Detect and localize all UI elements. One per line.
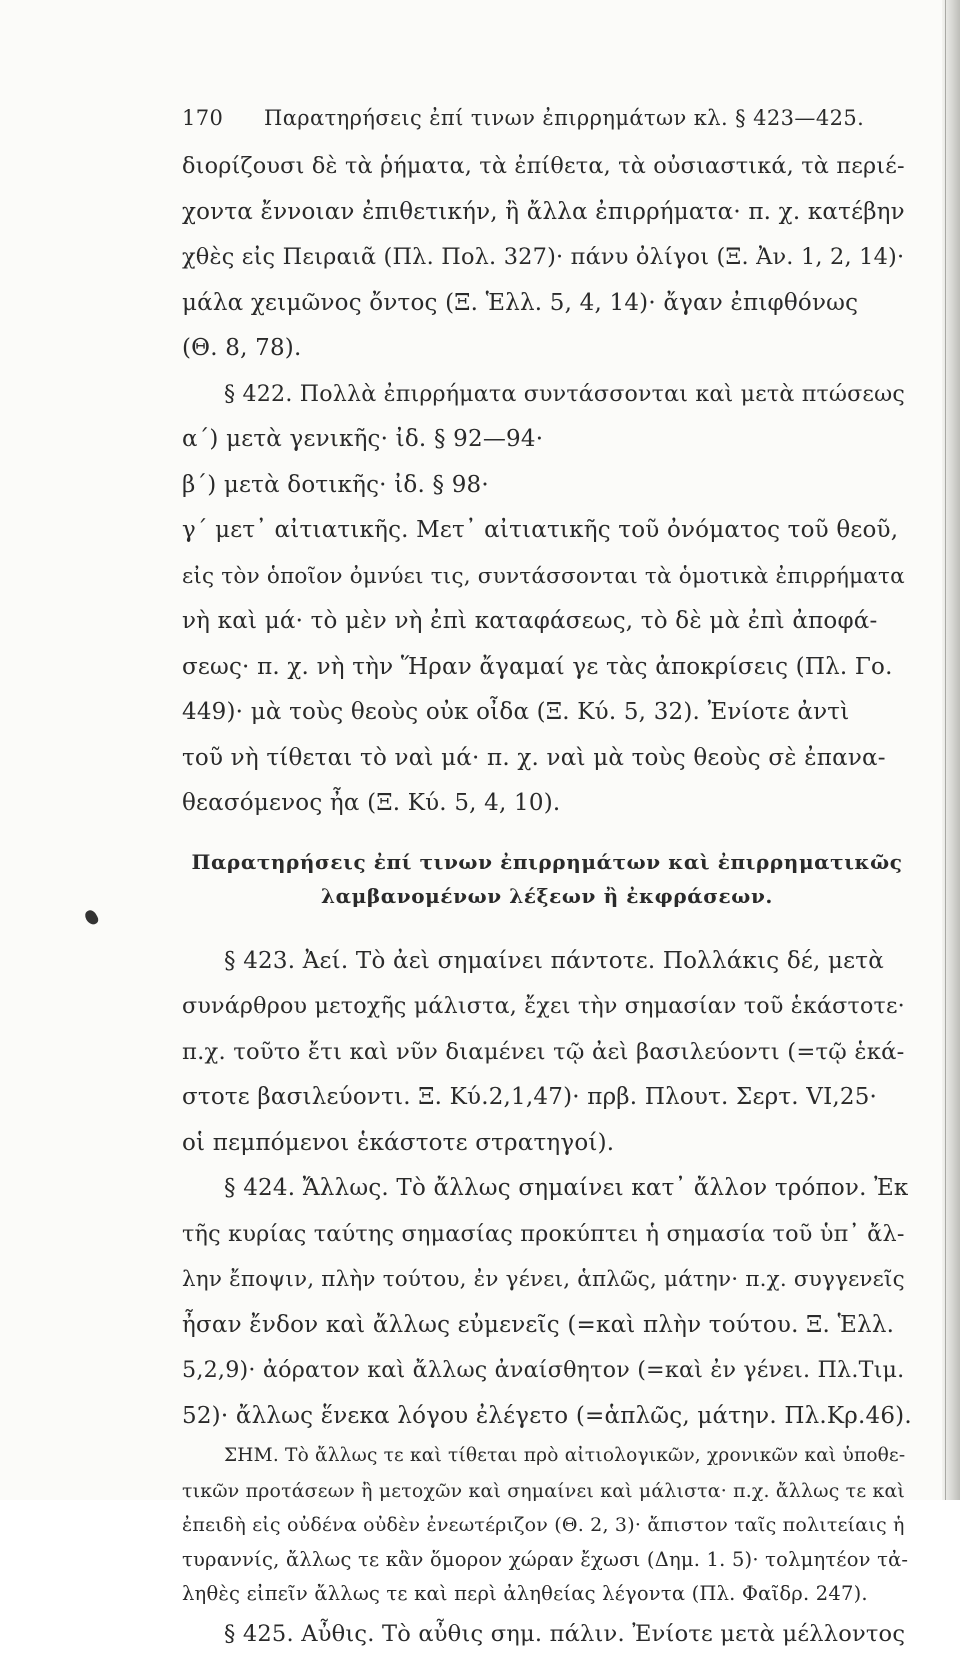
spacer (182, 827, 912, 845)
text-line: νὴ καὶ μά· τὸ μὲν νὴ ἐπὶ καταφάσεως, τὸ δὲ μὰ ἐπὶ ἀποφά- (182, 599, 912, 645)
text-line: λην ἔποψιν, πλὴν τούτου, ἐν γένει, ἁπλῶς, μάτην· π.χ. συγγενεῖς (182, 1257, 912, 1303)
text-line: τοῦ νὴ τίθεται τὸ ναὶ μά· π. χ. ναὶ μὰ τοὺς θεοὺς σὲ ἐπανα- (182, 736, 912, 782)
text-line: γ´ μετ᾽ αἰτιατικῆς. Μετ᾽ αἰτιατικῆς τοῦ ὀνόματος τοῦ θεοῦ, (182, 508, 912, 554)
text-line: § 423. Ἀεί. Τὸ ἀεὶ σημαίνει πάντοτε. Πολλάκις δέ, μετὰ (182, 939, 912, 985)
text-line: διορίζουσι δὲ τὰ ῥήματα, τὰ ἐπίθετα, τὰ οὐσιαστικά, τὰ περιέ- (182, 144, 912, 190)
text-line: 52)· ἄλλως ἕνεκα λόγου ἐλέγετο (=ἁπλῶς, μάτην. Πλ.Κρ.46). (182, 1394, 912, 1440)
text-line: ἦσαν ἔνδον καὶ ἄλλως εὐμενεῖς (=καὶ πλὴν τούτου. Ξ. Ἑλλ. (182, 1303, 912, 1349)
text-line: 449)· μὰ τοὺς θεοὺς οὐκ οἶδα (Ξ. Κύ. 5, 32). Ἐνίοτε ἀντὶ (182, 690, 912, 736)
note-line: ΣΗΜ. Τὸ ἄλλως τε καὶ τίθεται πρὸ αἰτιολογικῶν, χρονικῶν καὶ ὑποθε- (182, 1439, 912, 1474)
section-heading-line: Παρατηρήσεις ἐπί τινων ἐπιρρημάτων καὶ ἐπιρρηματικῶς (182, 845, 912, 879)
note-line: ληθὲς εἰπεῖν ἄλλως τε καὶ περὶ ἀληθείας λέγοντα (Πλ. Φαῖδρ. 247). (182, 1577, 912, 1612)
text-line: τῆς κυρίας ταύτης σημασίας προκύπτει ἡ σημασία τοῦ ὑπ᾽ ἄλ- (182, 1212, 912, 1258)
running-title: Παρατηρήσεις ἐπί τινων ἐπιρρημάτων κλ. § 423—425. (264, 106, 864, 130)
text-line: (Θ. 8, 78). (182, 326, 912, 372)
note-line: τυραννίς, ἄλλως τε κἂν ὅμορον χώραν ἔχωσι (Δημ. 1. 5)· τολμητέον τἀ- (182, 1543, 912, 1578)
text-line: οἱ πεμπόμενοι ἑκάστοτε στρατηγοί). (182, 1121, 912, 1167)
running-header (182, 92, 912, 144)
ink-blot (83, 908, 100, 926)
text-line: θεασόμενος ἦα (Ξ. Κύ. 5, 4, 10). (182, 781, 912, 827)
paragraph-block-422 (182, 144, 912, 827)
text-line: σεως· π. χ. νὴ τὴν Ἥραν ἄγαμαί γε τὰς ἀποκρίσεις (Πλ. Γο. (182, 645, 912, 691)
text-line: § 424. Ἄλλως. Τὸ ἄλλως σημαίνει κατ᾽ ἄλλον τρόπον. Ἐκ (182, 1166, 912, 1212)
page-number: 170 (182, 92, 264, 144)
note-line: ἐπειδὴ εἰς οὐδένα οὐδὲν ἐνεωτέριζον (Θ. 2, 3)· ἄπιστον ταῖς πολιτείαις ἡ (182, 1508, 912, 1543)
section-heading-line: λαμβανομένων λέξεων ἢ ἐκφράσεων. (182, 879, 912, 913)
spacer (182, 913, 912, 939)
text-line: εἰς τὸν ὁποῖον ὀμνύει τις, συντάσσονται τὰ ὁμοτικὰ ἐπιρρήματα (182, 554, 912, 600)
note-line: τικῶν προτάσεων ἢ μετοχῶν καὶ σημαίνει καὶ μάλιστα· π.χ. ἄλλως τε καὶ (182, 1474, 912, 1509)
page-text (182, 92, 912, 1657)
text-line: § 425. Αὖθις. Τὸ αὖθις σημ. πάλιν. Ἐνίοτε μετὰ μέλλοντος (182, 1612, 912, 1657)
text-line: χθὲς εἰς Πειραιᾶ (Πλ. Πολ. 327)· πάνυ ὀλίγοι (Ξ. Ἀν. 1, 2, 14)· (182, 235, 912, 281)
page-edge-line (945, 0, 946, 1500)
text-line: § 422. Πολλὰ ἐπιρρήματα συντάσσονται καὶ μετὰ πτώσεως (182, 372, 912, 418)
text-line: χοντα ἔννοιαν ἐπιθετικήν, ἢ ἄλλα ἐπιρρήματα· π. χ. κατέβην (182, 190, 912, 236)
text-line: 5,2,9)· ἀόρατον καὶ ἄλλως ἀναίσθητον (=καὶ ἐν γένει. Πλ.Τιμ. (182, 1348, 912, 1394)
text-line: β´) μετὰ δοτικῆς· ἰδ. § 98· (182, 463, 912, 509)
text-line: α´) μετὰ γενικῆς· ἰδ. § 92—94· (182, 417, 912, 463)
note-block (182, 1439, 912, 1612)
text-line: π.χ. τοῦτο ἔτι καὶ νῦν διαμένει τῷ ἀεὶ βασιλεύοντι (=τῷ ἑκά- (182, 1030, 912, 1076)
text-line: μάλα χειμῶνος ὄντος (Ξ. Ἑλλ. 5, 4, 14)· ἄγαν ἐπιφθόνως (182, 281, 912, 327)
text-line: συνάρθρου μετοχῆς μάλιστα, ἔχει τὴν σημασίαν τοῦ ἑκάστοτε· (182, 984, 912, 1030)
paragraph-block-423-424 (182, 939, 912, 1440)
text-line: στοτε βασιλεύοντι. Ξ. Κύ.2,1,47)· πρβ. Πλουτ. Σερτ. VI,25· (182, 1075, 912, 1121)
